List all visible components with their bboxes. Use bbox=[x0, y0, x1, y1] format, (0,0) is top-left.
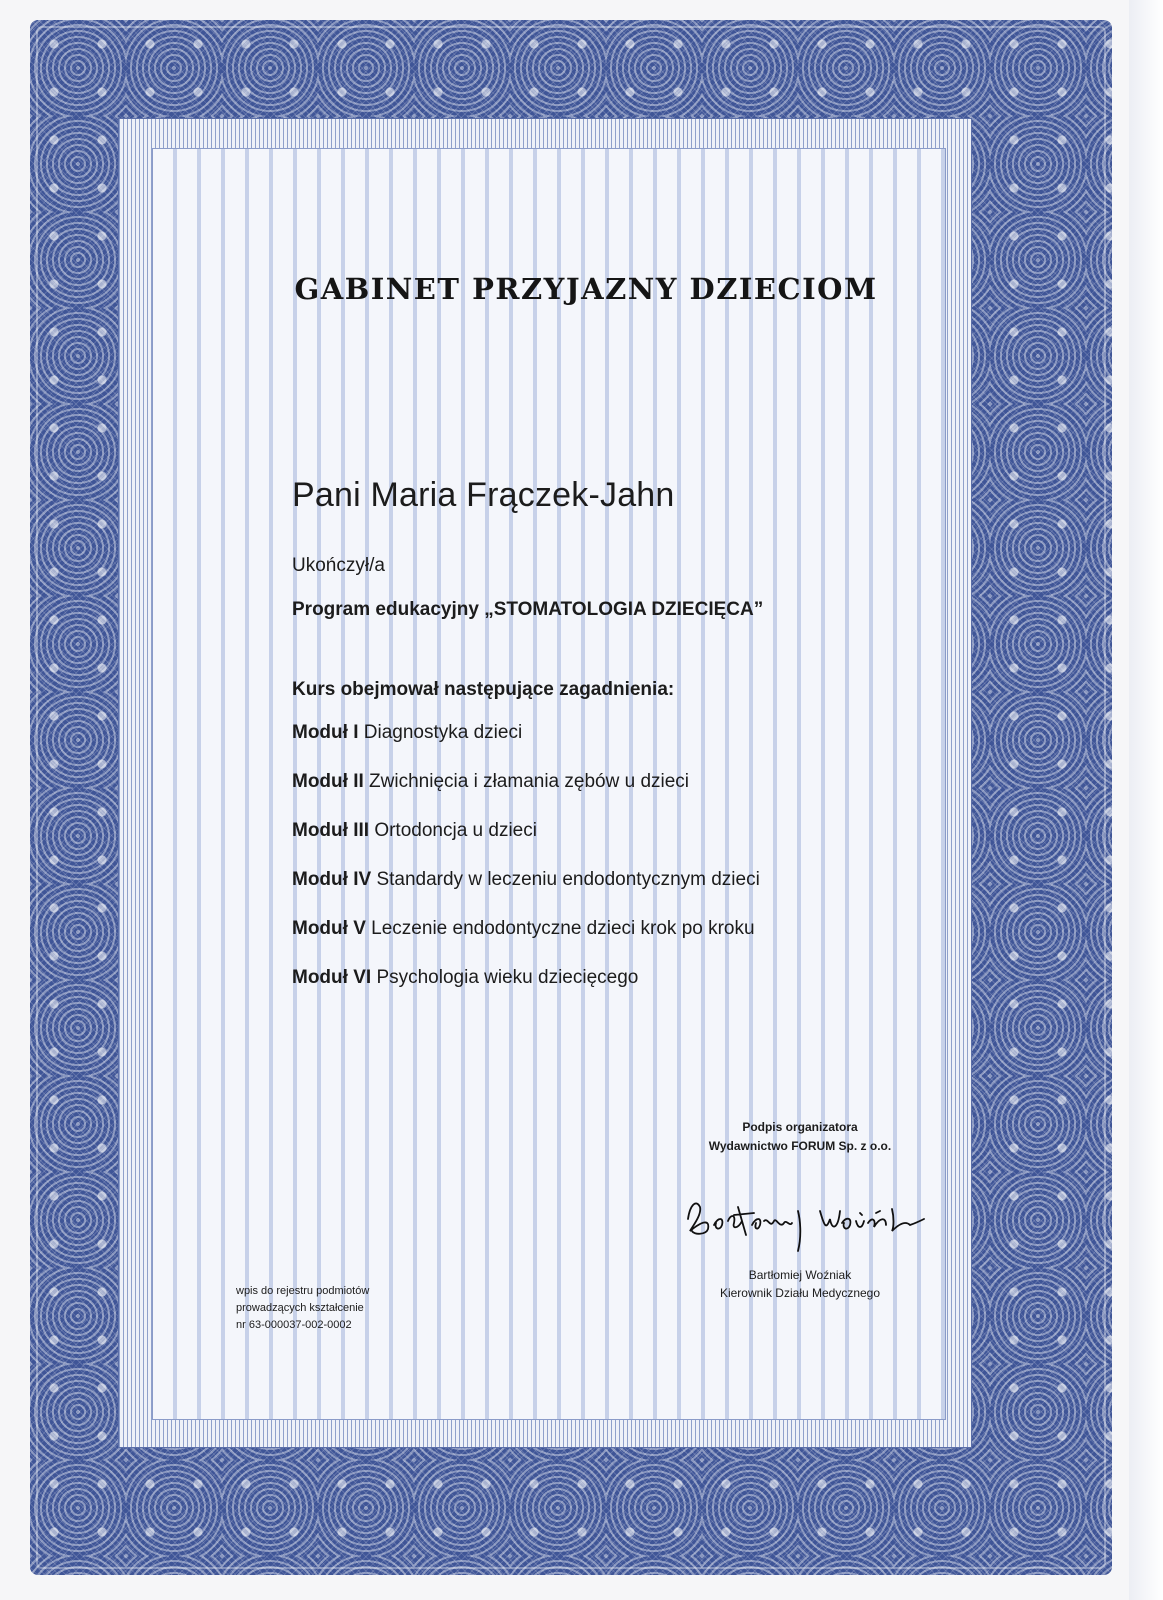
module-item bbox=[292, 768, 912, 817]
registry-number: nr 63-000037-002-0002 bbox=[236, 1319, 352, 1331]
module-topic: Zwichnięcia i złamania zębów u dzieci bbox=[369, 771, 690, 792]
module-name: Moduł III bbox=[292, 820, 370, 841]
signer-block bbox=[650, 1266, 950, 1302]
module-topic: Ortodoncja u dzieci bbox=[374, 820, 537, 841]
module-item bbox=[292, 866, 912, 915]
registry-line: prowadzących kształcenie bbox=[236, 1302, 364, 1314]
module-item bbox=[292, 817, 912, 866]
module-topic: Leczenie endodontyczne dzieci krok po kroku bbox=[371, 918, 755, 939]
organizer-label: Podpis organizatora bbox=[742, 1120, 858, 1134]
signer-role: Kierownik Działu Medycznego bbox=[719, 1286, 881, 1300]
module-name: Moduł I bbox=[292, 722, 359, 743]
certificate-content bbox=[292, 476, 912, 1013]
completed-label: Ukończył/a bbox=[292, 555, 385, 576]
program-title: Program edukacyjny „STOMATOLOGIA DZIECIĘCA” bbox=[292, 599, 764, 620]
page-edge bbox=[1129, 0, 1163, 1600]
organizer-block bbox=[650, 1118, 950, 1156]
module-name: Moduł VI bbox=[292, 967, 372, 988]
module-topic: Diagnostyka dzieci bbox=[363, 722, 523, 743]
module-name: Moduł II bbox=[292, 771, 364, 792]
recipient-name: Pani Maria Frączek-Jahn bbox=[292, 476, 675, 514]
module-item bbox=[292, 719, 912, 768]
organizer-company: Wydawnictwo FORUM Sp. z o.o. bbox=[708, 1139, 892, 1153]
module-topic: Psychologia wieku dziecięcego bbox=[376, 967, 639, 988]
course-intro: Kurs obejmował następujące zagadnienia: bbox=[292, 679, 675, 700]
module-item bbox=[292, 915, 912, 964]
module-item bbox=[292, 964, 912, 1013]
registry-line: wpis do rejestru podmiotów bbox=[236, 1285, 370, 1297]
module-name: Moduł V bbox=[292, 918, 366, 939]
signer-name: Bartłomiej Woźniak bbox=[748, 1268, 852, 1282]
module-topic: Standardy w leczeniu endodontycznym dzieci bbox=[376, 869, 760, 890]
certificate-title: GABINET PRZYJAZNY DZIECIOM bbox=[294, 272, 878, 306]
module-list bbox=[292, 719, 912, 1013]
handwritten-signature bbox=[680, 1185, 930, 1255]
registry-note bbox=[236, 1283, 456, 1334]
module-name: Moduł IV bbox=[292, 869, 372, 890]
